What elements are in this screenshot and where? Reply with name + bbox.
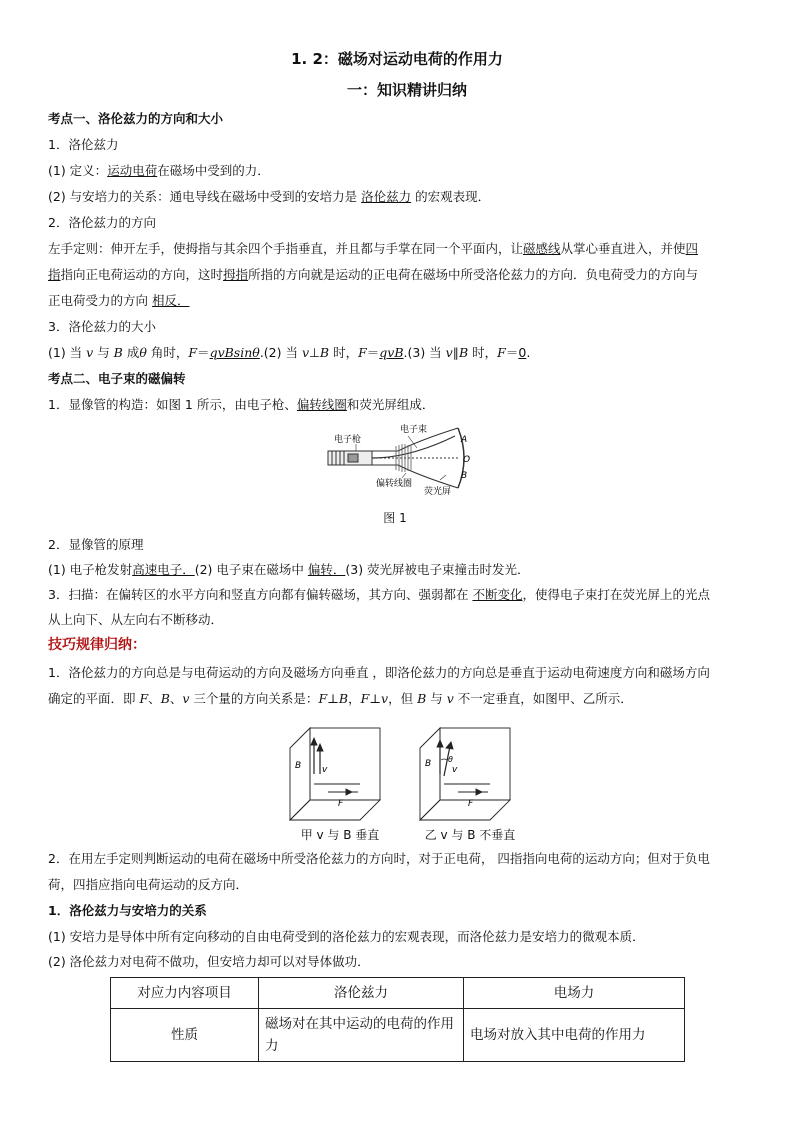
var: v [446, 691, 454, 706]
text: 角时， [146, 345, 189, 360]
underlined-term: 高速电子． [132, 562, 195, 577]
table-cell: 电场对放入其中电荷的作用力 [464, 1009, 685, 1062]
relation-p2: (2) 洛伦兹力对电荷不做功，但安培力却可以对导体做功． [48, 954, 370, 969]
text: 1．显像管的构造：如图 1 所示，由电子枪、 [48, 397, 297, 412]
table-header-cell: 对应力内容项目 [111, 978, 259, 1009]
label-coil: 偏转线圈 [376, 479, 413, 489]
text: ，但 [388, 691, 418, 706]
var: F [139, 691, 149, 706]
figA-label-B: B [295, 761, 302, 771]
var: B [113, 345, 123, 360]
text: ，使得电子束打在荧光屏上的光点 [522, 587, 710, 602]
kp1-heading: 考点一、洛伦兹力的方向和大小 [48, 111, 224, 126]
text: 时， [329, 345, 359, 360]
kp2-s2: 2．显像管的原理 [48, 537, 144, 552]
table-header-cell: 洛伦兹力 [259, 978, 464, 1009]
var: B [458, 345, 469, 360]
underlined-term: 拇指 [223, 267, 249, 282]
figB-label-F: F [468, 799, 474, 809]
table-cell: 磁场对在其中运动的电荷的作用力 [259, 1009, 464, 1062]
text: 在磁场中受到的力． [157, 163, 270, 178]
figure1-caption: 图 1 [383, 511, 407, 525]
text: (2) 电子束在磁场中 [194, 562, 308, 577]
var: θ [139, 345, 147, 360]
figure-a-caption: 甲 v 与 B 垂直 [300, 828, 380, 842]
relation-heading: 1．洛伦兹力与安培力的关系 [48, 903, 207, 918]
text: ∥ [452, 345, 459, 360]
text: 三个量的方向关系是： [189, 691, 319, 706]
text: ＝ [366, 345, 380, 360]
beam-path [372, 436, 455, 458]
var: F [358, 345, 367, 360]
text: (1) 电子枪发射 [48, 562, 133, 577]
formula-line [48, 344, 530, 362]
label-gun: 电子枪 [334, 435, 362, 445]
relation: F⊥v [360, 691, 389, 706]
text: 、 [169, 691, 183, 706]
var: B [319, 345, 330, 360]
relation-p1: (1) 安培力是导体中所有定向移动的自由电荷受到的洛伦兹力的宏观表现，而洛伦兹力是安培力的微观本质． [48, 929, 645, 944]
crt-diagram [320, 418, 480, 500]
skills-r1-line2 [48, 690, 633, 708]
var: F [497, 345, 506, 360]
underlined-term: 偏转线圈 [296, 397, 347, 412]
text: (2) 与安培力的关系：通电导线在磁场中受到的安培力是 [48, 189, 362, 204]
formula-answer: qvB [379, 345, 404, 360]
var: v [445, 345, 453, 360]
skills-heading: 技巧规律归纳： [48, 637, 146, 653]
text: 指向正电荷运动的方向，这时 [60, 267, 224, 282]
comparison-table [110, 977, 685, 1062]
text: .(2) 当 [259, 345, 302, 360]
text: ， [348, 691, 361, 706]
underlined-term: 运动电荷 [107, 163, 158, 178]
label-B: B [461, 471, 468, 481]
text: 所指的方向就是运动的正电荷在磁场中所受洛伦兹力的方向．负电荷受力的方向与 [248, 267, 699, 282]
text: 与 [93, 345, 114, 360]
underlined-term: 不断变化 [472, 587, 523, 602]
kp2-principle [48, 561, 530, 579]
text: 的宏观表现． [411, 189, 491, 204]
table-cell: 性质 [111, 1009, 259, 1062]
text: 从掌心垂直进入，并使 [560, 241, 686, 256]
underlined-term: 四 [685, 241, 699, 256]
figA-label-v: v [322, 765, 328, 775]
text: 成 [122, 345, 140, 360]
text: .(3) 当 [403, 345, 446, 360]
table-header-cell: 电场力 [464, 978, 685, 1009]
kp2-scan-line1 [48, 586, 710, 604]
left-hand-rule-line1 [48, 240, 698, 258]
skills-r1-line1: 1．洛伦兹力的方向总是与电荷运动的方向及磁场方向垂直 ，即洛伦兹力的方向总是垂直于运动电荷速度方向和磁场方向 [48, 665, 710, 680]
text: 、 [148, 691, 161, 706]
figB-label-B: B [425, 759, 432, 769]
formula-answer: qvBsinθ [209, 345, 260, 360]
kp1-s2: 2．洛伦兹力的方向 [48, 215, 156, 230]
underlined-term: 洛伦兹力 [361, 189, 412, 204]
kp2-s1 [48, 396, 434, 414]
var: F [188, 345, 198, 360]
var: v [182, 691, 190, 706]
text: (3) 荧光屏被电子束撞击时发光． [345, 562, 530, 577]
skills-r2-line1: 2．在用左手定则判断运动的电荷在磁场中所受洛伦兹力的方向时，对于正电荷， 四指指向电荷的运动方向；但对于负电 [48, 851, 710, 866]
label-O: O [463, 455, 471, 465]
text: 和荧光屏组成． [346, 397, 435, 412]
table-row [111, 1009, 685, 1062]
var: v [301, 345, 310, 360]
var: v [86, 345, 94, 360]
text: (1) 当 [48, 345, 87, 360]
kp1-s3: 3．洛伦兹力的大小 [48, 319, 156, 334]
skills-r2-line2: 荷，四指应指向电荷运动的反方向． [48, 877, 249, 892]
text: 不一定垂直，如图甲、乙所示． [453, 691, 633, 706]
section-subtitle: 一：知识精讲归纳 [346, 81, 467, 99]
text: 左手定则：伸开左手，使拇指与其余四个手指垂直，并且都与手掌在同一个平面内，让 [48, 241, 524, 256]
table-header-row [111, 978, 685, 1009]
figure-b-caption: 乙 v 与 B 不垂直 [424, 828, 516, 842]
kp2-heading: 考点二、电子束的磁偏转 [48, 371, 186, 386]
text: (1) 定义： [48, 163, 108, 178]
kp1-s1: 1．洛伦兹力 [48, 137, 119, 152]
var: B [417, 691, 427, 706]
text: . [526, 345, 531, 360]
page-title: 1. 2：磁场对运动电荷的作用力 [291, 50, 503, 68]
text: 确定的平面．即 [48, 691, 140, 706]
formula-answer: 0 [518, 345, 527, 360]
text: ＝ [197, 345, 210, 360]
text: ＝ [505, 345, 519, 360]
text: 正电荷受力的方向 [48, 293, 152, 308]
label-beam: 电子束 [400, 425, 428, 435]
left-hand-rule-line2 [48, 266, 698, 284]
underlined-term: 指 [48, 267, 61, 282]
underlined-term: 相反． [151, 293, 190, 308]
text: 与 [426, 691, 447, 706]
left-hand-rule-line3 [48, 292, 190, 310]
kp1-definition [48, 162, 270, 180]
label-screen: 荧光屏 [424, 487, 452, 497]
underlined-term: 磁感线 [523, 241, 561, 256]
figA-label-F: F [338, 799, 344, 809]
relation: F⊥B [318, 691, 349, 706]
figB-label-theta: θ [448, 755, 453, 764]
figure-b-diagram [410, 718, 520, 826]
figure-a-diagram [280, 718, 390, 826]
text: 3．扫描：在偏转区的水平方向和竖直方向都有偏转磁场，其方向、强弱都在 [48, 587, 473, 602]
var: B [160, 691, 170, 706]
kp2-scan-line2: 从上向下、从左向右不断移动． [48, 612, 224, 627]
kp1-relation [48, 188, 490, 206]
label-A: A [461, 435, 468, 445]
underlined-term: 偏转． [307, 562, 346, 577]
text: 时， [468, 345, 498, 360]
text: ⊥ [309, 345, 320, 360]
figB-label-v: v [452, 765, 458, 775]
